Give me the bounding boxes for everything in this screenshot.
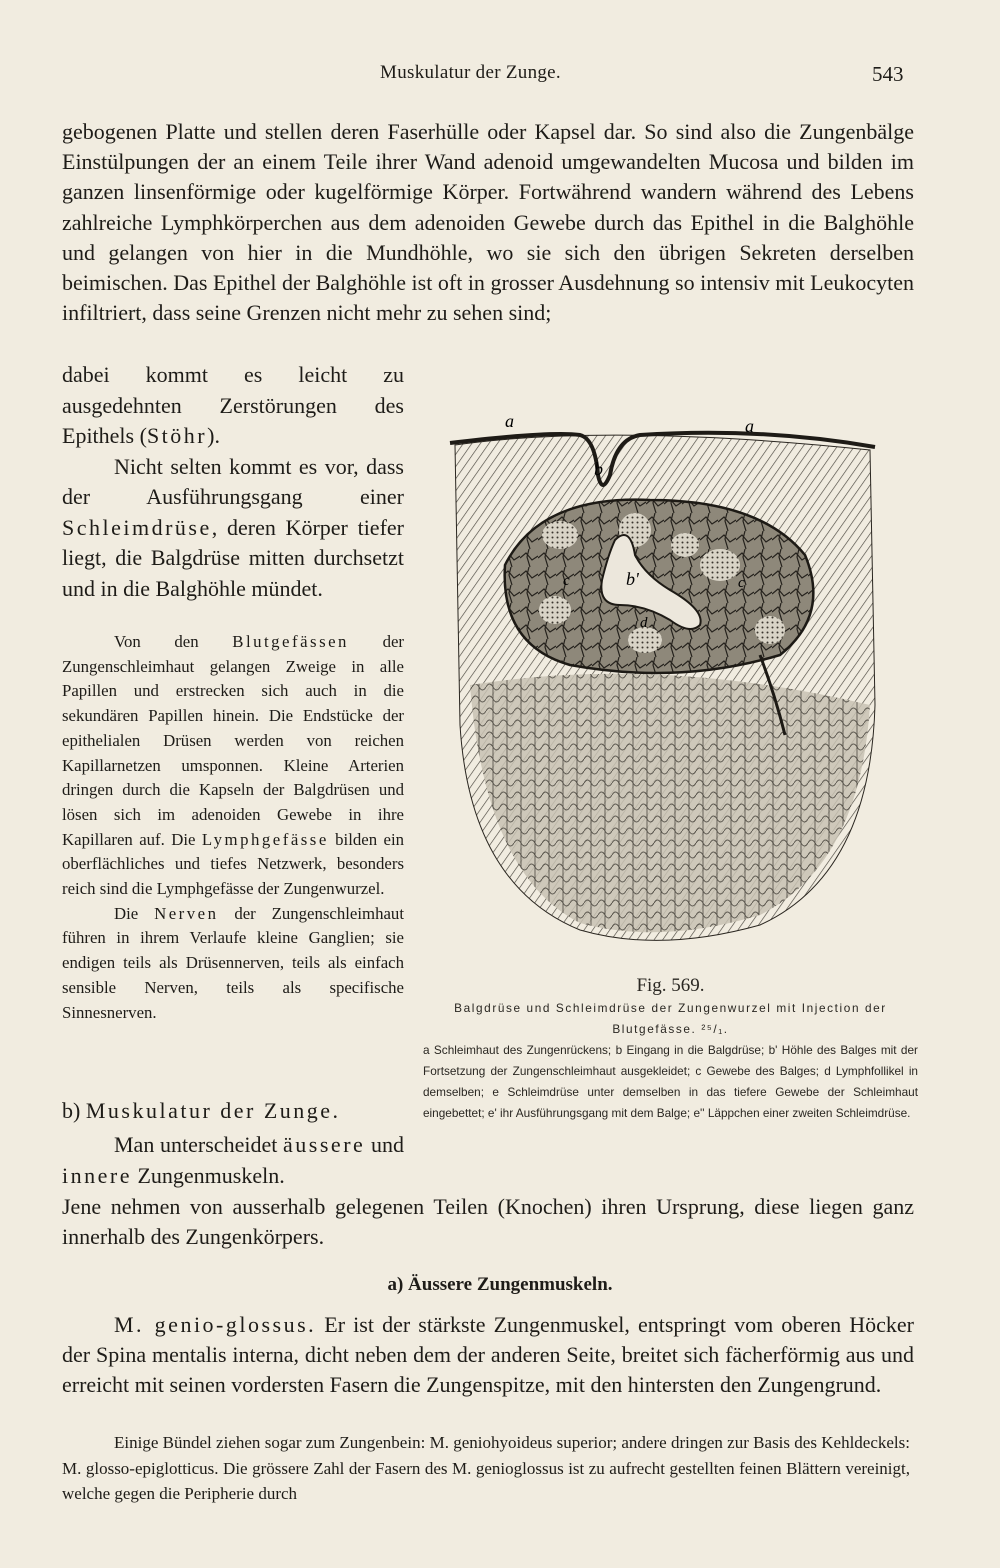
top-paragraph	[62, 117, 914, 328]
para3-pre: Von den	[114, 632, 233, 651]
left-column-upper	[62, 360, 404, 604]
label-b-prime: b'	[626, 569, 639, 589]
genioglossus-body: Er ist der stärkste Zungenmuskel, entspringt vom oberen Höcker der Spina mentalis interna, dicht neben dem der anderen Seite, breitet sich fächerförmig aus und erreicht mit seinen vordersten Fasern die Zungenspitze, mit den hintersten den Zungengrund.	[62, 1312, 914, 1398]
small-print-text: Einige Bündel ziehen sogar zum Zungenbein: M. geniohyoideus superior; andere dringen zur Basis des Kehldeckels: M. glosso-epiglotticus. Die grössere Zahl der Fasern des M. genioglossus ist zu aufrecht gestellten feinen Blättern vereinigt, welche gegen die Peripherie durch	[62, 1433, 910, 1503]
para3-spaced: Blutgefässen	[232, 632, 349, 651]
section-b-heading	[62, 1098, 341, 1124]
label-c2: c	[738, 575, 745, 591]
section-b-intro	[62, 1130, 404, 1191]
page-number: 543	[872, 62, 904, 86]
para4-pre: Die	[114, 903, 155, 923]
small-print-paragraph	[62, 1430, 910, 1507]
lymph-follicle	[539, 596, 571, 624]
para3-post: der Zungenschleimhaut gelangen Zweige in alle Papillen und erstrecken sich auch in die sekundären Papillen hinein. Die Endstücke der epithelialen Drüsen werden von reichen Kapillarnetzen umsponnen. Kleine Arterien dringen durch die Kapseln der Balgdrüsen und lösen sich im adenoiden Gewebe in ihre Kapillaren auf. Die	[62, 632, 405, 849]
para2-pre: Nicht selten kommt es vor, dass der Ausführungsgang einer	[62, 453, 404, 509]
para4-spaced: Nerven	[154, 903, 219, 923]
figure-569	[430, 405, 910, 960]
intro-innere: innere	[62, 1162, 132, 1188]
para3-post2: bilden ein oberflächliches und tiefes Netzwerk, besonders reich sind die Lymphgefässe der Zungenwurzel.	[62, 829, 404, 899]
top-paragraph-text: gebogenen Platte und stellen deren Faserhülle oder Kapsel dar. So sind also die Zungenbälge Einstülpungen der an einem Teile ihrer Wand adenoid umgewandelten Mucosa und bilden im ganzen linsenförmige oder kugelförmige Körper. Fortwährend wandern während des Lebens zahlreiche Lymphkörperchen aus dem adenoiden Gewebe durch das Epithel in die Balghöhle und gelangen von hier in die Mundhöhle, wo sie sich den übrigen Sekreten derselben beimischen. Das Epithel der Balghöhle ist oft in grosser Ausdehnung so intensiv mit Leukocyten infiltriert, dass seine Grenzen nicht mehr zu sehen sind;	[62, 119, 914, 326]
running-head	[0, 62, 1000, 92]
label-a1: a	[505, 411, 514, 431]
genioglossus-text	[62, 1310, 914, 1401]
figure-title: Balgdrüse und Schleimdrüse der Zungenwurzel mit Injection der Blutgefässe. ²⁵/₁.	[454, 1001, 887, 1036]
lymph-follicle	[755, 616, 785, 644]
nerven-paragraph	[62, 902, 404, 1026]
left-column-small	[62, 630, 404, 1025]
para4-post: der Zungenschleimhaut führen in ihrem Verlaufe kleine Ganglien; sie endigen teils als Drüsennerven, teils als einfach sensible Nerven, teils als specifische Sinnesnerven.	[62, 903, 404, 1022]
lymph-follicle	[700, 549, 740, 581]
label-a2: a	[745, 416, 754, 436]
continuation-paragraph	[62, 360, 404, 452]
section-b-label: b)	[62, 1098, 86, 1123]
label-c1: c	[563, 573, 570, 589]
blutgefaesse-paragraph	[62, 630, 404, 902]
lymph-follicle	[542, 521, 578, 549]
author-name: Stöhr	[146, 423, 208, 448]
intro-mid: und	[365, 1132, 405, 1157]
section-b-intro-rest	[62, 1192, 914, 1252]
lymph-follicle	[671, 533, 699, 557]
section-b-intro-left	[62, 1130, 404, 1191]
genioglossus-name: M. genio-glossus.	[114, 1312, 317, 1337]
schleimdruese-paragraph	[62, 452, 404, 605]
figure-legend: a Schleimhaut des Zungenrückens; b Eingang in die Balgdrüse; b' Höhle des Balges mit der Fortsetzung der Zungenschleimhaut ausgekleidet; c Gewebe des Balges; d Lymphfollikel in demselben; e Schleimdrüse unter demselben in das tiefere Gewebe der Schleimhaut eingebettet; e' ihr Ausführungsgang mit dem Balge; e'' Läppchen einer zweiten Schleimdrüse.	[423, 1043, 918, 1120]
intro-aeussere: äussere	[283, 1132, 366, 1157]
section-b-title: Muskulatur der Zunge.	[85, 1098, 341, 1123]
subsection-heading: a) Äussere Zungenmuskeln.	[387, 1274, 613, 1295]
figure-caption	[423, 975, 918, 1124]
label-b: b	[594, 459, 603, 479]
intro-zungenmuskeln: Zungenmuskeln.	[131, 1162, 285, 1188]
continuation-end: ).	[207, 423, 220, 448]
continuation-text: dabei kommt es leicht zu ausgedehnten Zerstörungen des Epithels (	[62, 362, 404, 448]
intro-rest: Jene nehmen von ausserhalb gelegenen Teilen (Knochen) ihren Ursprung, diese liegen ganz innerhalb des Zungenkörpers.	[62, 1194, 914, 1250]
label-d: d	[640, 615, 648, 631]
figure-number: Fig. 569.	[636, 975, 705, 996]
genioglossus-paragraph	[62, 1310, 914, 1401]
histology-illustration	[430, 405, 910, 960]
intro-pre: Man unterscheidet	[114, 1132, 284, 1157]
para3-spaced2: Lymphgefässe	[201, 829, 329, 849]
para2-post: , deren Körper tiefer liegt, die Balgdrüse mitten durchsetzt und in die Balghöhle mündet.	[62, 514, 404, 601]
running-title: Muskulatur der Zunge.	[380, 62, 561, 83]
para2-spaced: Schleimdrüse	[62, 514, 212, 540]
